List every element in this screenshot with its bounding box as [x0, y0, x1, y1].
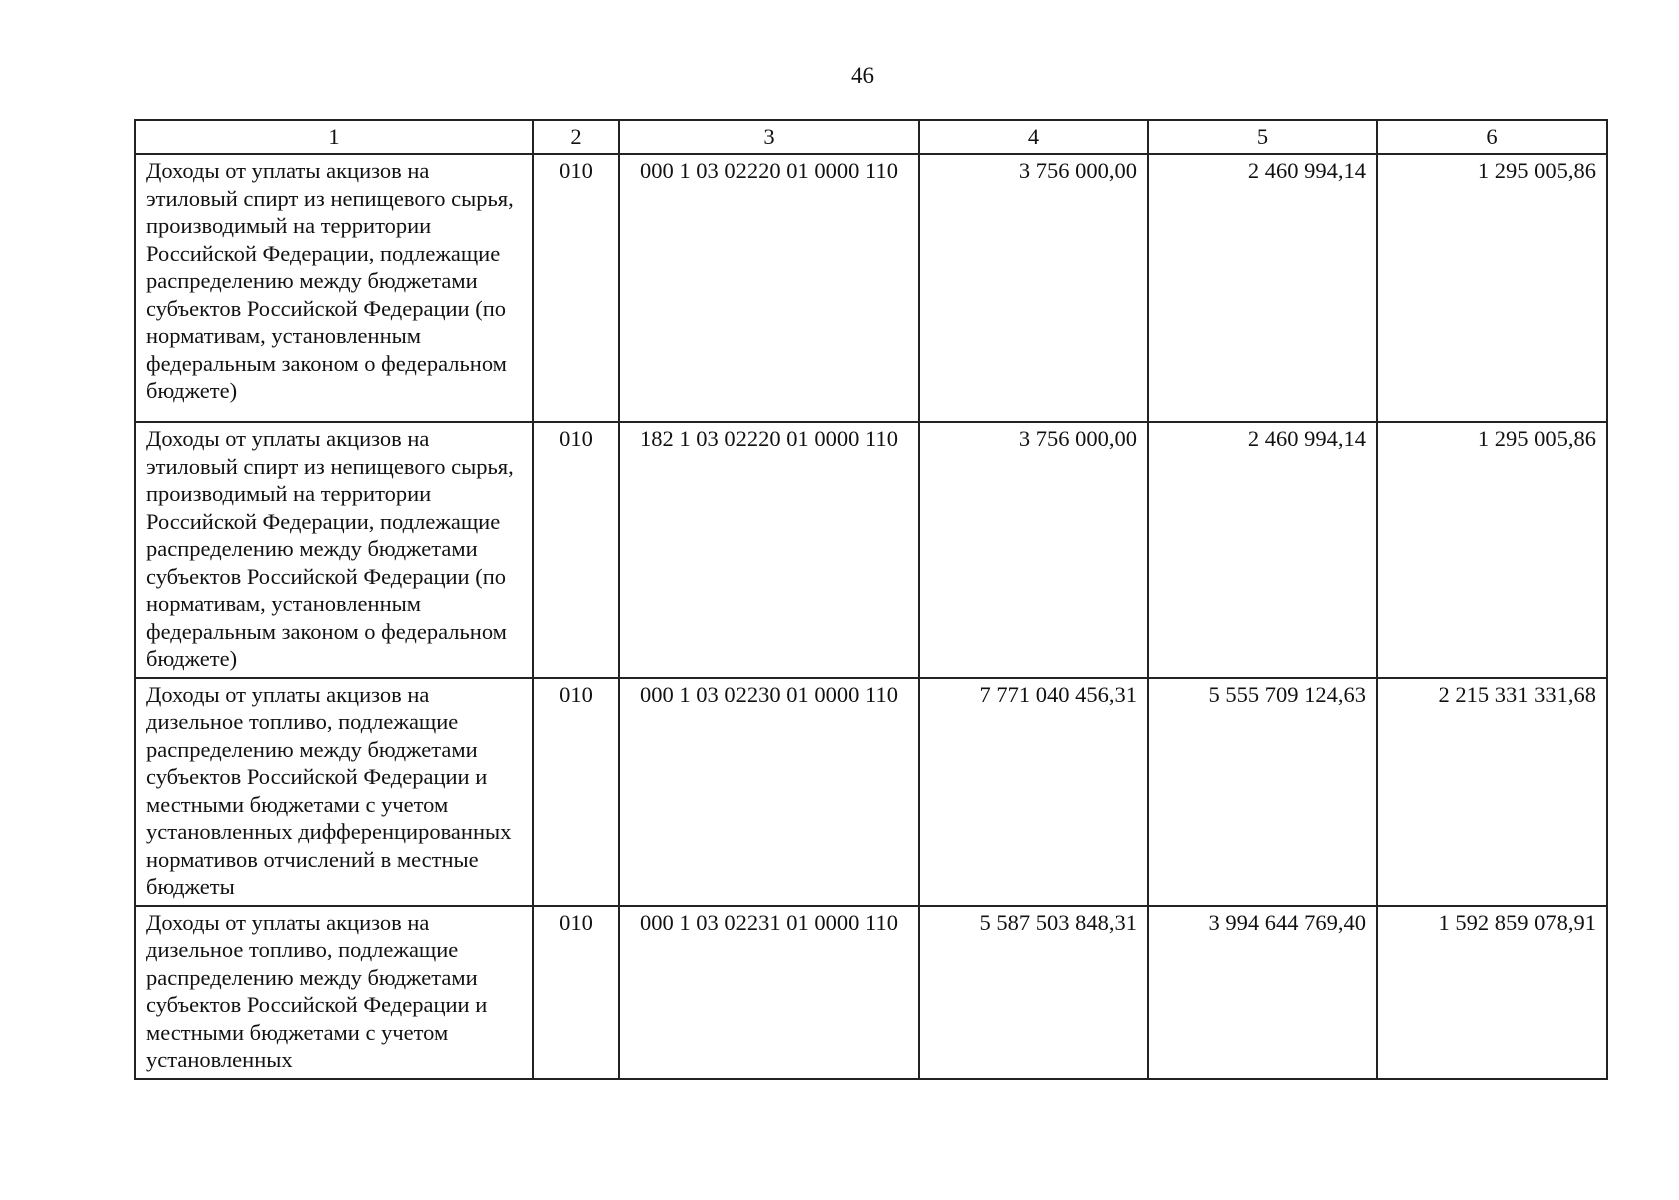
column-header-5: 5 [1148, 120, 1377, 154]
column-header-1: 1 [135, 120, 533, 154]
table-row [135, 154, 1607, 422]
row-budget-code-cell: 000 1 03 02230 01 0000 110 [619, 678, 919, 906]
row-line-code-cell: 010 [533, 422, 619, 678]
row-name-text: Доходы от уплаты акцизов на этиловый спирт из непищевого сырья, производимый на территории Российской Федерации, подлежащие распределению между бюджетами субъектов Российской Федерации (по нормативам, установленным федеральным законом о федеральном бюджете) [146, 426, 514, 671]
table-row [135, 422, 1607, 678]
column-header-2: 2 [533, 120, 619, 154]
column-header-4: 4 [919, 120, 1148, 154]
row-name-text: Доходы от уплаты акцизов на этиловый спирт из непищевого сырья, производимый на территории Российской Федерации, подлежащие распределению между бюджетами субъектов Российской Федерации (по нормативам, установленным федеральным законом о федеральном бюджете) [146, 158, 514, 403]
table-row [135, 906, 1607, 1079]
row-line-code-cell: 010 [533, 154, 619, 422]
row-name-cell [135, 678, 533, 906]
row-line-code-cell: 010 [533, 678, 619, 906]
row-col6-cell: 1 295 005,86 [1377, 422, 1607, 678]
revenue-table [134, 119, 1608, 1080]
row-col6-cell: 1 295 005,86 [1377, 154, 1607, 422]
row-col6-cell: 2 215 331 331,68 [1377, 678, 1607, 906]
row-budget-code-cell: 000 1 03 02220 01 0000 110 [619, 154, 919, 422]
table-row [135, 678, 1607, 906]
row-col5-cell: 5 555 709 124,63 [1148, 678, 1377, 906]
row-col4-cell: 5 587 503 848,31 [919, 906, 1148, 1079]
row-col5-cell: 3 994 644 769,40 [1148, 906, 1377, 1079]
page-number: 46 [851, 63, 874, 88]
row-col4-cell: 3 756 000,00 [919, 422, 1148, 678]
row-col6-cell: 1 592 859 078,91 [1377, 906, 1607, 1079]
row-col4-cell: 7 771 040 456,31 [919, 678, 1148, 906]
row-name-cell [135, 422, 533, 678]
row-line-code-cell: 010 [533, 906, 619, 1079]
row-name-cell [135, 154, 533, 422]
row-col5-cell: 2 460 994,14 [1148, 422, 1377, 678]
column-header-6: 6 [1377, 120, 1607, 154]
row-col4-cell: 3 756 000,00 [919, 154, 1148, 422]
table-header-row [135, 120, 1607, 154]
row-name-text: Доходы от уплаты акцизов на дизельное топливо, подлежащие распределению между бюджетами субъектов Российской Федерации и местными бюджетами с учетом установленных [146, 909, 488, 1072]
row-budget-code-cell: 000 1 03 02231 01 0000 110 [619, 906, 919, 1079]
row-budget-code-cell: 182 1 03 02220 01 0000 110 [619, 422, 919, 678]
row-name-text: Доходы от уплаты акцизов на дизельное топливо, подлежащие распределению между бюджетами субъектов Российской Федерации и местными бюджетами с учетом установленных дифференцированных нормативов отчислений в местные бюджеты [146, 681, 512, 899]
row-col5-cell: 2 460 994,14 [1148, 154, 1377, 422]
column-header-3: 3 [619, 120, 919, 154]
row-name-cell [135, 906, 533, 1079]
